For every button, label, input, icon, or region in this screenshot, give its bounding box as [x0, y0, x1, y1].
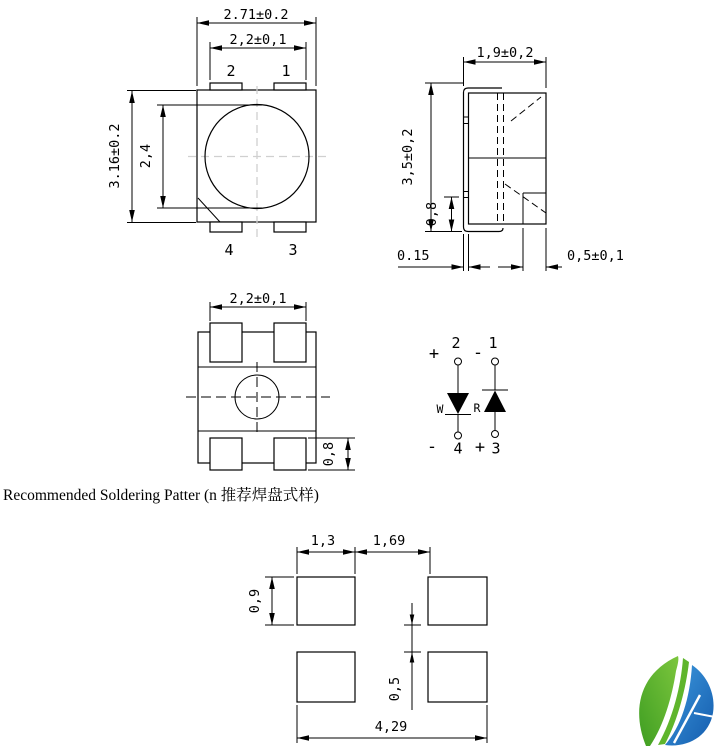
- dim-lead-width-label: 0,5±0,1: [567, 248, 624, 264]
- pin-4-label: 4: [224, 241, 234, 259]
- dim-standoff-label: 0,8: [424, 201, 440, 227]
- solder-pad: [210, 323, 242, 362]
- dim-pad-span-label: 2,2±0,1: [229, 291, 287, 307]
- terminal-circle: [492, 358, 499, 365]
- dim-lens-diameter-label: 2,4: [138, 143, 154, 169]
- bottom-lead-pad: [210, 222, 242, 232]
- terminal-circle: [492, 431, 499, 438]
- pin-3-label: 3: [288, 241, 298, 259]
- hidden-diagonal-line: [511, 97, 541, 121]
- hidden-diagonal-line: [505, 184, 546, 213]
- side-view: [397, 45, 624, 271]
- diode-symbol-right: [484, 391, 506, 413]
- bottom-lead-pad: [274, 222, 306, 232]
- pin-2-label: 2: [226, 62, 236, 80]
- polarity-minus-label: -: [472, 343, 484, 363]
- dim-pad-width-label: 1,3: [310, 533, 336, 549]
- front-view: [107, 7, 326, 259]
- schematic-pin-1-label: 1: [488, 334, 498, 352]
- dim-inner-width-label: 2,2±0,1: [229, 32, 287, 48]
- section-title: Recommended Soldering Patter (n 推荐焊盘式样): [3, 487, 319, 504]
- soldering-pattern: [247, 533, 487, 743]
- pattern-pad: [428, 652, 487, 702]
- terminal-circle: [455, 432, 462, 439]
- polarity-plus-label: +: [428, 344, 440, 364]
- arrowhead: [410, 652, 415, 663]
- polarity-minus-label: -: [426, 437, 438, 457]
- diode-right-label: R: [473, 401, 481, 415]
- dim-lead-thickness-label: 0.15: [397, 248, 430, 264]
- pin-1-label: 1: [281, 62, 291, 80]
- top-lead-pad: [274, 83, 306, 90]
- top-lead-pad: [210, 83, 242, 90]
- dim-side-width-label: 1,9±0,2: [476, 45, 534, 61]
- dim-pattern-pad-height-label: 0,9: [247, 588, 263, 614]
- schematic-pin-2-label: 2: [451, 334, 461, 352]
- solder-pad: [274, 323, 306, 362]
- polarity-plus-label: +: [474, 437, 486, 458]
- bottom-view: [186, 291, 355, 470]
- dim-pad-gap-label: 1,69: [372, 533, 406, 549]
- schematic-pin-4-label: 4: [453, 439, 463, 458]
- pattern-pad: [297, 577, 355, 625]
- solder-pad: [210, 438, 242, 470]
- company-logo: [639, 656, 715, 746]
- pattern-pad: [297, 652, 355, 702]
- circuit-schematic: [427, 334, 508, 458]
- solder-pad: [274, 438, 306, 470]
- dim-pad-height-label: 0,8: [321, 441, 337, 467]
- diode-symbol-left: [447, 393, 469, 414]
- corner-chamfer-line: [198, 198, 220, 222]
- terminal-circle: [455, 358, 462, 365]
- dim-outer-width-label: 2.71±0.2: [223, 7, 289, 23]
- dim-height-label: 3.16±0.2: [107, 123, 123, 189]
- schematic-pin-3-label: 3: [491, 439, 501, 458]
- arrowhead: [410, 615, 415, 626]
- dim-side-height-label: 3,5±0,2: [400, 128, 416, 186]
- logo-leaf-shape: [639, 656, 678, 746]
- dim-row-gap-label: 0,5: [387, 676, 403, 702]
- pattern-pad: [428, 577, 487, 625]
- dim-total-width-label: 4,29: [374, 719, 408, 735]
- diode-left-label: W: [436, 402, 444, 416]
